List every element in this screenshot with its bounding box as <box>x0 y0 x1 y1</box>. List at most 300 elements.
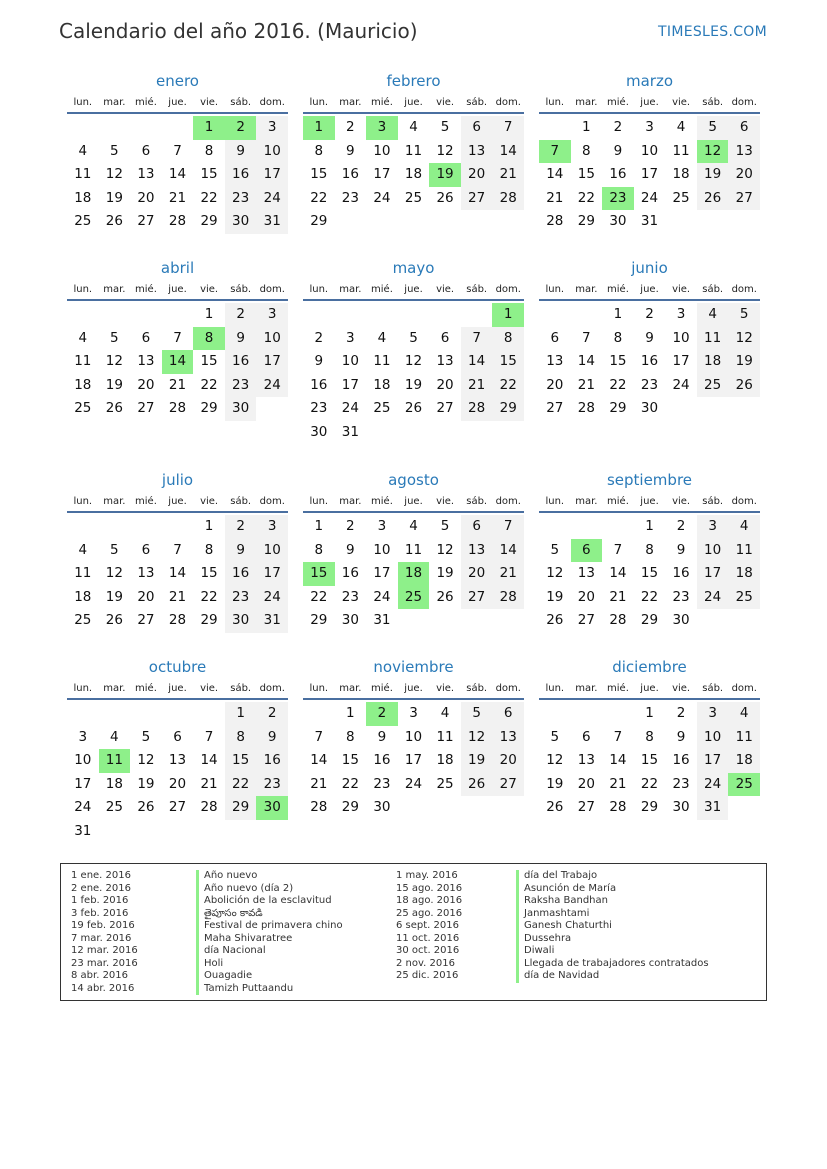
day[interactable]: 3 <box>645 119 654 135</box>
day[interactable]: 3 <box>697 702 729 726</box>
day[interactable]: 15 <box>577 166 595 183</box>
day[interactable]: 8 <box>492 327 524 351</box>
day[interactable]: 24 <box>256 374 288 398</box>
day[interactable]: 28 <box>168 213 187 230</box>
day[interactable]: 29 <box>225 796 257 820</box>
day[interactable]: 26 <box>105 400 123 417</box>
day[interactable]: 18 <box>105 775 123 792</box>
day[interactable]: 29 <box>200 213 218 230</box>
day[interactable]: 24 <box>256 187 288 211</box>
day[interactable]: 26 <box>404 400 423 417</box>
day[interactable]: 2 <box>645 306 654 322</box>
day[interactable]: 10 <box>697 539 729 563</box>
day[interactable]: 28 <box>200 799 218 816</box>
day[interactable]: 21 <box>492 163 524 187</box>
day[interactable]: 10 <box>74 752 92 769</box>
day[interactable]: 16 <box>672 565 690 582</box>
day[interactable]: 21 <box>168 376 187 393</box>
day[interactable]: 22 <box>577 189 595 206</box>
day[interactable]: 25 <box>74 400 92 417</box>
holiday-day[interactable]: 15 <box>303 562 335 586</box>
day[interactable]: 27 <box>137 400 155 417</box>
day[interactable]: 4 <box>78 541 88 558</box>
day[interactable]: 20 <box>137 189 155 206</box>
day[interactable]: 17 <box>697 749 729 773</box>
day[interactable]: 18 <box>74 376 92 393</box>
day[interactable]: 16 <box>672 752 690 769</box>
day[interactable]: 7 <box>173 541 182 558</box>
day[interactable]: 23 <box>672 588 690 605</box>
day[interactable]: 1 <box>204 306 214 322</box>
day[interactable]: 18 <box>74 189 92 206</box>
day[interactable]: 12 <box>461 726 493 750</box>
day[interactable]: 24 <box>373 189 391 206</box>
day[interactable]: 1 <box>645 518 654 534</box>
day[interactable]: 8 <box>225 726 257 750</box>
day[interactable]: 2 <box>225 515 257 539</box>
holiday-day[interactable]: 25 <box>398 586 430 610</box>
day[interactable]: 4 <box>728 702 760 726</box>
day[interactable]: 19 <box>137 775 155 792</box>
day[interactable]: 6 <box>492 702 524 726</box>
day[interactable]: 31 <box>341 423 359 440</box>
day[interactable]: 25 <box>404 189 423 206</box>
day[interactable]: 19 <box>436 565 454 582</box>
day[interactable]: 1 <box>225 702 257 726</box>
day[interactable]: 22 <box>341 775 359 792</box>
day[interactable]: 10 <box>373 142 391 159</box>
day[interactable]: 27 <box>577 612 595 629</box>
day[interactable]: 19 <box>728 350 760 374</box>
day[interactable]: 27 <box>168 799 187 816</box>
day[interactable]: 18 <box>672 166 690 183</box>
day[interactable]: 28 <box>577 400 595 417</box>
holiday-day[interactable]: 30 <box>256 796 288 820</box>
day[interactable]: 7 <box>173 329 182 346</box>
day[interactable]: 6 <box>461 515 493 539</box>
day[interactable]: 11 <box>672 142 690 159</box>
day[interactable]: 20 <box>546 376 564 393</box>
holiday-day[interactable]: 1 <box>193 116 225 140</box>
day[interactable]: 4 <box>409 119 418 135</box>
holiday-day[interactable]: 12 <box>697 140 729 164</box>
day[interactable]: 21 <box>168 189 187 206</box>
day[interactable]: 3 <box>346 329 355 346</box>
day[interactable]: 24 <box>74 799 92 816</box>
day[interactable]: 2 <box>346 518 355 534</box>
day[interactable]: 30 <box>640 400 659 417</box>
day[interactable]: 22 <box>640 588 659 605</box>
day[interactable]: 19 <box>105 588 123 605</box>
day[interactable]: 25 <box>105 799 123 816</box>
day[interactable]: 17 <box>74 775 92 792</box>
day[interactable]: 25 <box>672 189 690 206</box>
day[interactable]: 31 <box>697 796 729 820</box>
day[interactable]: 13 <box>492 726 524 750</box>
day[interactable]: 3 <box>78 728 88 745</box>
day[interactable]: 30 <box>225 210 257 234</box>
day[interactable]: 30 <box>225 397 257 421</box>
day[interactable]: 13 <box>137 166 155 183</box>
day[interactable]: 16 <box>640 353 659 370</box>
day[interactable]: 12 <box>546 565 564 582</box>
day[interactable]: 26 <box>546 612 564 629</box>
day[interactable]: 2 <box>676 705 686 721</box>
day[interactable]: 7 <box>582 329 591 346</box>
day[interactable]: 27 <box>461 187 493 211</box>
day[interactable]: 26 <box>436 189 454 206</box>
day[interactable]: 26 <box>105 612 123 629</box>
day[interactable]: 18 <box>728 562 760 586</box>
day[interactable]: 20 <box>137 588 155 605</box>
day[interactable]: 19 <box>546 588 564 605</box>
day[interactable]: 31 <box>373 612 391 629</box>
brand-link[interactable]: TIMESLES.COM <box>658 24 767 40</box>
day[interactable]: 11 <box>74 353 92 370</box>
day[interactable]: 5 <box>440 119 450 135</box>
day[interactable]: 4 <box>440 705 450 721</box>
day[interactable]: 11 <box>697 327 729 351</box>
day[interactable]: 23 <box>341 189 359 206</box>
holiday-day[interactable]: 11 <box>99 749 131 773</box>
day[interactable]: 15 <box>200 565 218 582</box>
day[interactable]: 12 <box>436 142 454 159</box>
day[interactable]: 8 <box>204 142 214 159</box>
day[interactable]: 13 <box>577 752 595 769</box>
day[interactable]: 9 <box>225 140 257 164</box>
day[interactable]: 10 <box>697 726 729 750</box>
day[interactable]: 3 <box>697 515 729 539</box>
day[interactable]: 22 <box>609 376 627 393</box>
day[interactable]: 5 <box>110 142 119 159</box>
day[interactable]: 5 <box>110 541 119 558</box>
day[interactable]: 20 <box>492 749 524 773</box>
day[interactable]: 5 <box>440 518 450 534</box>
day[interactable]: 17 <box>640 166 659 183</box>
day[interactable]: 2 <box>256 702 288 726</box>
day[interactable]: 12 <box>728 327 760 351</box>
day[interactable]: 11 <box>373 353 391 370</box>
day[interactable]: 12 <box>105 565 123 582</box>
day[interactable]: 13 <box>137 353 155 370</box>
day[interactable]: 21 <box>200 775 218 792</box>
day[interactable]: 7 <box>613 541 623 558</box>
holiday-day[interactable]: 18 <box>398 562 430 586</box>
day[interactable]: 21 <box>310 775 328 792</box>
day[interactable]: 13 <box>436 353 454 370</box>
day[interactable]: 15 <box>341 752 359 769</box>
day[interactable]: 9 <box>225 327 257 351</box>
day[interactable]: 28 <box>492 586 524 610</box>
day[interactable]: 22 <box>640 775 659 792</box>
day[interactable]: 14 <box>492 539 524 563</box>
day[interactable]: 14 <box>546 166 564 183</box>
day[interactable]: 16 <box>373 752 391 769</box>
day[interactable]: 25 <box>697 374 729 398</box>
day[interactable]: 15 <box>310 166 328 183</box>
day[interactable]: 8 <box>613 329 623 346</box>
day[interactable]: 4 <box>409 518 418 534</box>
holiday-day[interactable]: 1 <box>492 303 524 327</box>
day[interactable]: 25 <box>373 400 391 417</box>
day[interactable]: 23 <box>225 374 257 398</box>
day[interactable]: 11 <box>74 166 92 183</box>
day[interactable]: 29 <box>310 612 328 629</box>
day[interactable]: 30 <box>341 612 359 629</box>
day[interactable]: 27 <box>137 213 155 230</box>
day[interactable]: 24 <box>672 376 690 393</box>
day[interactable]: 23 <box>640 376 659 393</box>
day[interactable]: 23 <box>341 588 359 605</box>
holiday-day[interactable]: 2 <box>225 116 257 140</box>
day[interactable]: 7 <box>613 728 623 745</box>
day[interactable]: 29 <box>200 612 218 629</box>
day[interactable]: 8 <box>582 142 591 159</box>
day[interactable]: 25 <box>436 775 454 792</box>
day[interactable]: 17 <box>256 562 288 586</box>
day[interactable]: 5 <box>409 329 418 346</box>
day[interactable]: 19 <box>105 189 123 206</box>
day[interactable]: 6 <box>461 116 493 140</box>
day[interactable]: 20 <box>461 562 493 586</box>
day[interactable]: 17 <box>697 562 729 586</box>
day[interactable]: 6 <box>440 329 450 346</box>
day[interactable]: 30 <box>225 609 257 633</box>
day[interactable]: 9 <box>346 541 355 558</box>
day[interactable]: 10 <box>256 539 288 563</box>
day[interactable]: 4 <box>676 119 686 135</box>
day[interactable]: 26 <box>546 799 564 816</box>
holiday-day[interactable]: 6 <box>571 539 603 563</box>
day[interactable]: 4 <box>377 329 387 346</box>
day[interactable]: 17 <box>256 350 288 374</box>
day[interactable]: 20 <box>461 163 493 187</box>
day[interactable]: 14 <box>168 565 187 582</box>
day[interactable]: 20 <box>168 775 187 792</box>
day[interactable]: 29 <box>609 400 627 417</box>
day[interactable]: 10 <box>373 541 391 558</box>
day[interactable]: 26 <box>436 588 454 605</box>
day[interactable]: 12 <box>546 752 564 769</box>
day[interactable]: 12 <box>105 166 123 183</box>
day[interactable]: 12 <box>105 353 123 370</box>
day[interactable]: 22 <box>492 374 524 398</box>
day[interactable]: 13 <box>546 353 564 370</box>
day[interactable]: 14 <box>577 353 595 370</box>
day[interactable]: 12 <box>137 752 155 769</box>
day[interactable]: 28 <box>461 397 493 421</box>
day[interactable]: 19 <box>404 376 423 393</box>
day[interactable]: 6 <box>173 728 182 745</box>
day[interactable]: 14 <box>492 140 524 164</box>
holiday-day[interactable]: 7 <box>539 140 571 164</box>
day[interactable]: 11 <box>74 565 92 582</box>
day[interactable]: 24 <box>373 588 391 605</box>
day[interactable]: 5 <box>141 728 151 745</box>
day[interactable]: 18 <box>728 749 760 773</box>
day[interactable]: 5 <box>550 541 560 558</box>
holiday-day[interactable]: 2 <box>366 702 398 726</box>
day[interactable]: 16 <box>341 166 359 183</box>
day[interactable]: 11 <box>728 726 760 750</box>
day[interactable]: 23 <box>225 586 257 610</box>
day[interactable]: 20 <box>137 376 155 393</box>
holiday-day[interactable]: 14 <box>162 350 194 374</box>
day[interactable]: 25 <box>728 586 760 610</box>
day[interactable]: 16 <box>225 350 257 374</box>
day[interactable]: 20 <box>577 775 595 792</box>
day[interactable]: 11 <box>404 142 423 159</box>
day[interactable]: 5 <box>110 329 119 346</box>
day[interactable]: 28 <box>168 400 187 417</box>
day[interactable]: 7 <box>204 728 214 745</box>
day[interactable]: 30 <box>310 423 328 440</box>
day[interactable]: 13 <box>137 565 155 582</box>
day[interactable]: 6 <box>141 142 151 159</box>
day[interactable]: 5 <box>550 728 560 745</box>
day[interactable]: 27 <box>137 612 155 629</box>
day[interactable]: 31 <box>640 213 659 230</box>
day[interactable]: 20 <box>577 588 595 605</box>
day[interactable]: 31 <box>74 822 92 839</box>
day[interactable]: 9 <box>256 726 288 750</box>
day[interactable]: 13 <box>461 539 493 563</box>
day[interactable]: 29 <box>492 397 524 421</box>
day[interactable]: 10 <box>640 142 659 159</box>
day[interactable]: 21 <box>609 775 627 792</box>
day[interactable]: 19 <box>105 376 123 393</box>
day[interactable]: 7 <box>173 142 182 159</box>
day[interactable]: 19 <box>461 749 493 773</box>
day[interactable]: 13 <box>461 140 493 164</box>
day[interactable]: 17 <box>404 752 423 769</box>
day[interactable]: 26 <box>697 187 729 211</box>
day[interactable]: 27 <box>461 586 493 610</box>
day[interactable]: 21 <box>577 376 595 393</box>
day[interactable]: 1 <box>582 119 591 135</box>
day[interactable]: 15 <box>640 752 659 769</box>
day[interactable]: 23 <box>373 775 391 792</box>
day[interactable]: 29 <box>341 799 359 816</box>
day[interactable]: 4 <box>110 728 119 745</box>
day[interactable]: 3 <box>256 515 288 539</box>
day[interactable]: 22 <box>310 189 328 206</box>
day[interactable]: 19 <box>546 775 564 792</box>
day[interactable]: 8 <box>204 541 214 558</box>
day[interactable]: 27 <box>728 187 760 211</box>
day[interactable]: 15 <box>200 166 218 183</box>
day[interactable]: 15 <box>200 353 218 370</box>
day[interactable]: 26 <box>461 773 493 797</box>
day[interactable]: 14 <box>310 752 328 769</box>
holiday-day[interactable]: 3 <box>366 116 398 140</box>
day[interactable]: 10 <box>256 140 288 164</box>
day[interactable]: 26 <box>105 213 123 230</box>
day[interactable]: 1 <box>314 518 324 534</box>
day[interactable]: 8 <box>346 728 355 745</box>
day[interactable]: 6 <box>582 728 591 745</box>
day[interactable]: 30 <box>609 213 627 230</box>
day[interactable]: 24 <box>404 775 423 792</box>
day[interactable]: 20 <box>728 163 760 187</box>
day[interactable]: 31 <box>256 210 288 234</box>
day[interactable]: 28 <box>168 612 187 629</box>
day[interactable]: 21 <box>492 562 524 586</box>
day[interactable]: 13 <box>728 140 760 164</box>
day[interactable]: 2 <box>314 329 324 346</box>
day[interactable]: 28 <box>609 612 627 629</box>
day[interactable]: 14 <box>168 166 187 183</box>
day[interactable]: 30 <box>672 799 690 816</box>
day[interactable]: 16 <box>310 376 328 393</box>
holiday-day[interactable]: 25 <box>728 773 760 797</box>
day[interactable]: 8 <box>314 142 324 159</box>
day[interactable]: 6 <box>728 116 760 140</box>
day[interactable]: 22 <box>200 588 218 605</box>
day[interactable]: 14 <box>609 565 627 582</box>
day[interactable]: 26 <box>728 374 760 398</box>
day[interactable]: 4 <box>728 515 760 539</box>
day[interactable]: 12 <box>404 353 423 370</box>
day[interactable]: 6 <box>141 329 151 346</box>
day[interactable]: 29 <box>640 612 659 629</box>
day[interactable]: 8 <box>645 541 654 558</box>
day[interactable]: 4 <box>78 142 88 159</box>
day[interactable]: 4 <box>697 303 729 327</box>
day[interactable]: 15 <box>640 565 659 582</box>
day[interactable]: 23 <box>310 400 328 417</box>
day[interactable]: 16 <box>256 749 288 773</box>
day[interactable]: 16 <box>609 166 627 183</box>
day[interactable]: 1 <box>645 705 654 721</box>
day[interactable]: 17 <box>256 163 288 187</box>
day[interactable]: 18 <box>436 752 454 769</box>
day[interactable]: 28 <box>310 799 328 816</box>
day[interactable]: 3 <box>256 116 288 140</box>
day[interactable]: 24 <box>256 586 288 610</box>
day[interactable]: 9 <box>225 539 257 563</box>
day[interactable]: 7 <box>492 515 524 539</box>
day[interactable]: 29 <box>200 400 218 417</box>
day[interactable]: 5 <box>697 116 729 140</box>
holiday-day[interactable]: 23 <box>602 187 634 211</box>
day[interactable]: 10 <box>672 329 690 346</box>
day[interactable]: 9 <box>645 329 654 346</box>
day[interactable]: 14 <box>461 350 493 374</box>
day[interactable]: 18 <box>697 350 729 374</box>
day[interactable]: 17 <box>373 166 391 183</box>
day[interactable]: 2 <box>225 303 257 327</box>
day[interactable]: 7 <box>461 327 493 351</box>
day[interactable]: 10 <box>341 353 359 370</box>
day[interactable]: 29 <box>577 213 595 230</box>
day[interactable]: 5 <box>461 702 493 726</box>
day[interactable]: 22 <box>200 376 218 393</box>
day[interactable]: 3 <box>676 306 686 322</box>
day[interactable]: 20 <box>436 376 454 393</box>
day[interactable]: 21 <box>168 588 187 605</box>
day[interactable]: 14 <box>609 752 627 769</box>
day[interactable]: 27 <box>436 400 454 417</box>
day[interactable]: 17 <box>672 353 690 370</box>
day[interactable]: 3 <box>377 518 387 534</box>
day[interactable]: 27 <box>492 773 524 797</box>
day[interactable]: 15 <box>225 749 257 773</box>
day[interactable]: 6 <box>141 541 151 558</box>
day[interactable]: 14 <box>200 752 218 769</box>
day[interactable]: 3 <box>256 303 288 327</box>
day[interactable]: 18 <box>404 166 423 183</box>
